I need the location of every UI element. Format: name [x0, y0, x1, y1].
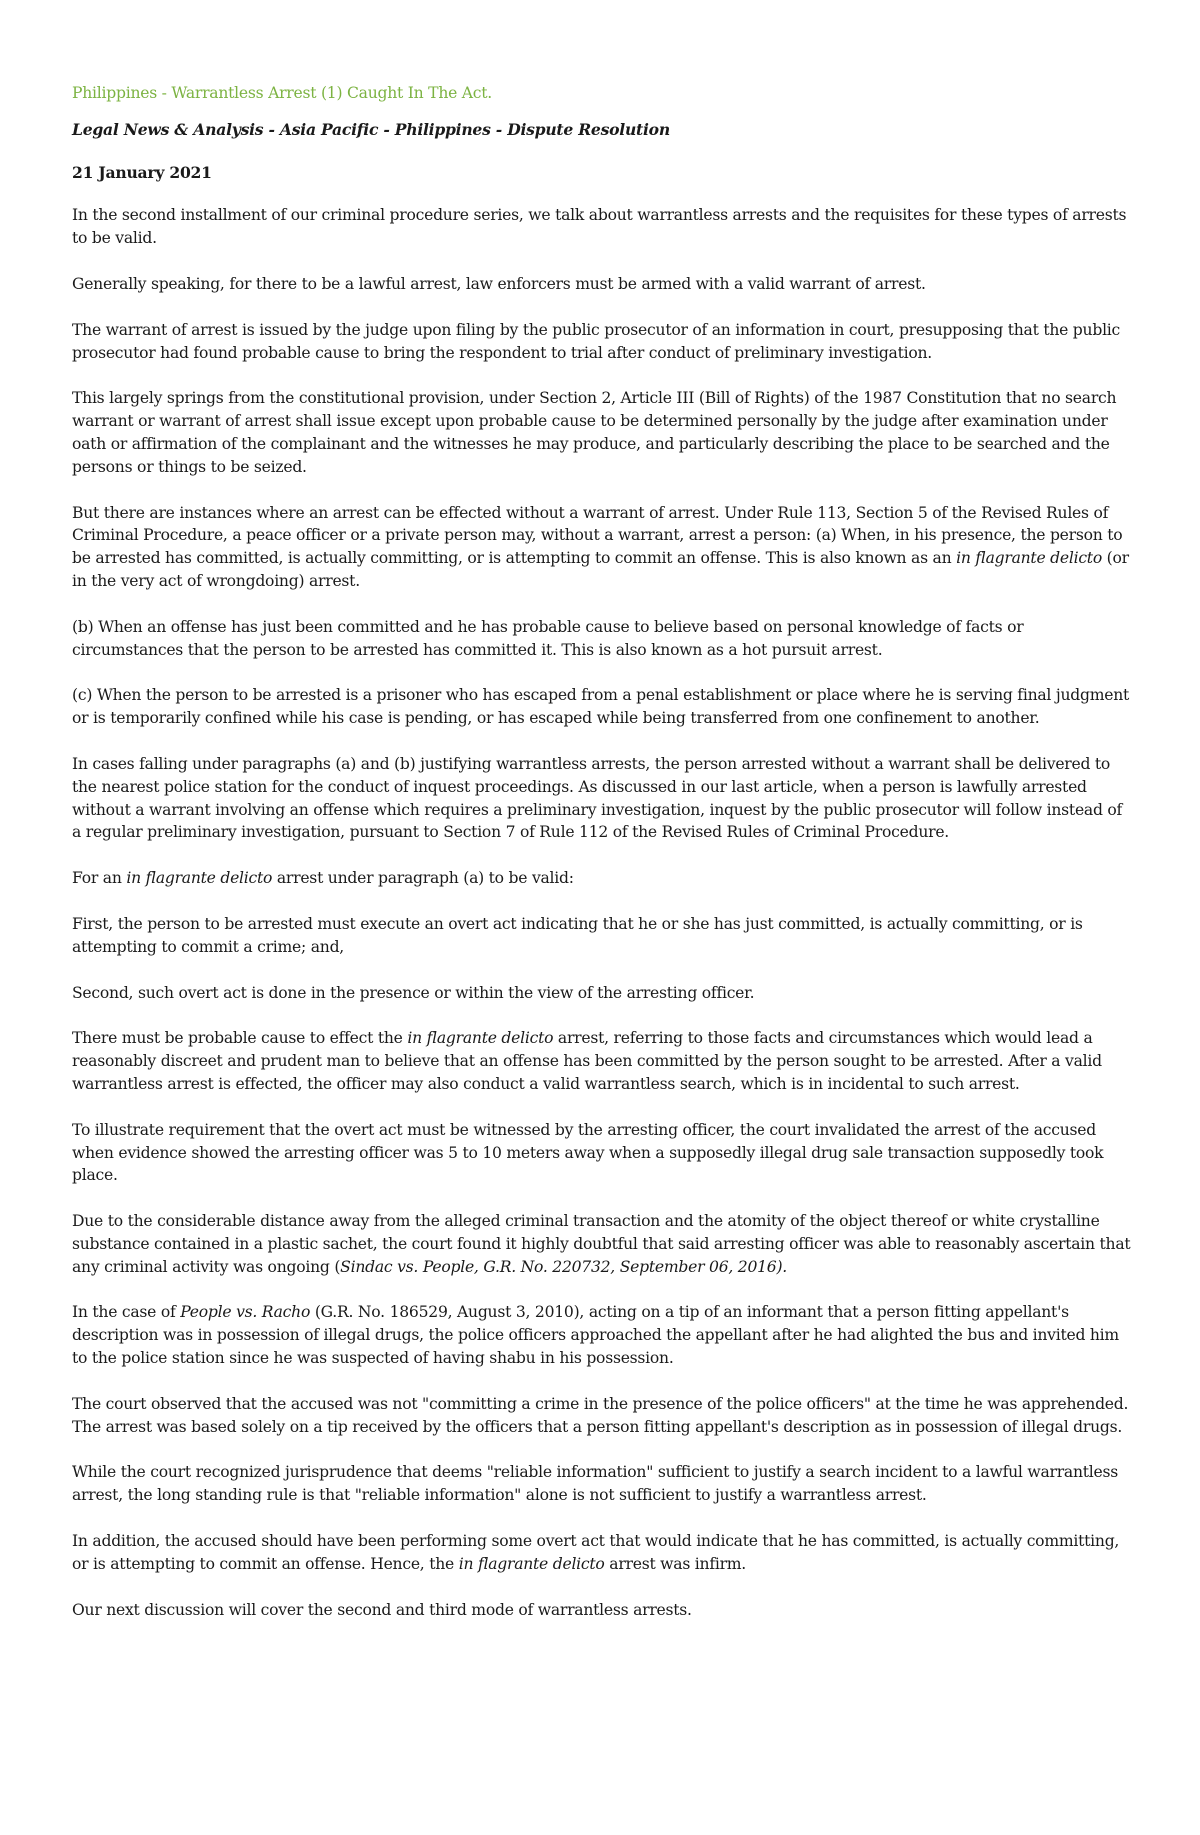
latin-term: in flagrante delicto: [126, 869, 273, 888]
paragraph-probable-cause: [72, 1027, 1134, 1095]
case-name: People vs. Racho: [180, 1303, 311, 1322]
paragraph-second-requisite: Second, such overt act is done in the presence or within the view of the arresting officer.: [72, 983, 755, 1002]
article-category-line: Legal News & Analysis - Asia Pacific - Philippines - Dispute Resolution: [72, 119, 670, 139]
paragraph-next-discussion: Our next discussion will cover the second and third mode of warrantless arrests.: [72, 1600, 692, 1619]
paragraph-requisites-intro: [72, 867, 1134, 890]
paragraph-constitutional-basis: This largely springs from the constitutional provision, under Section 2, Article III (Bill of Rights) of the 1987 Constitution that no search warrant or warrant of arrest shall issue except upon probable cause to be determined personally by the judge after examination under oath or affirmation of the complainant and the witnesses he may produce, and particularly describing the place to be searched and the persons or things to be seized.: [72, 389, 1117, 476]
paragraph-illustration: To illustrate requirement that the overt act must be witnessed by the arresting officer, the court invalidated the arrest of the accused when evidence showed the arresting officer was 5 to 10 meters away when a supposedly illegal drug sale transaction supposedly took place.: [72, 1120, 1104, 1185]
text-segment: In addition, the accused should have been performing some overt act that would indicate that he has committed, is actually committing, or is attempting to commit an offense. Hence, the: [72, 1532, 1120, 1573]
paragraph-reliable-information: While the court recognized jurisprudence that deems "reliable information" sufficient to justify a search incident to a lawful warrantless arrest, the long standing rule is that "reliable information" alone is not sufficient to justify a warrantless arrest.: [72, 1463, 1118, 1505]
article-page: [72, 82, 1134, 1644]
text-segment: Due to the considerable distance away from the alleged criminal transaction and the atomity of the object thereof or white crystalline substance contained in a plastic sachet, the court found it highly doubtful that said arresting officer was able to reasonably ascertain that any criminal activity was ongoing (: [72, 1212, 1131, 1276]
article-title[interactable]: Philippines - Warrantless Arrest (1) Caught In The Act.: [72, 84, 493, 102]
text-segment: But there are instances where an arrest can be effected without a warrant of arrest. Under Rule 113, Section 5 of the Revised Rules of Criminal Procedure, a peace officer or a private person may, without a warrant, arrest a person: (a) When, in his presence, the person to be arrested has committed, is actually committing, or is attempting to commit an offense. This is also known as an: [72, 503, 1123, 568]
latin-term: in flagrante delicto: [458, 1554, 605, 1573]
text-segment: arrest was infirm.: [604, 1554, 747, 1573]
paragraph-hot-pursuit: (b) When an offense has just been committed and he has probable cause to believe based on personal knowledge of facts or circumstances that the person to be arrested has committed it. This is also known as a hot pursuit arrest.: [72, 617, 1024, 659]
paragraph-overt-act: [72, 1530, 1134, 1576]
paragraph-racho-case: [72, 1301, 1134, 1369]
paragraph-rule-113: [72, 502, 1134, 593]
text-segment: (or in the very act of wrongdoing) arrest.: [72, 549, 1129, 590]
paragraph-escaped-prisoner: (c) When the person to be arrested is a prisoner who has escaped from a penal establishment or place where he is serving final judgment or is temporarily confined while his case is pending, or has escaped while being transferred from one confinement to another.: [72, 686, 1130, 728]
paragraph-warrant-issuance: The warrant of arrest is issued by the judge upon filing by the public prosecutor of an information in court, presupposing that the public prosecutor had found probable cause to bring the respondent to trial after conduct of preliminary investigation.: [72, 320, 1121, 362]
text-segment: arrest, referring to those facts and circumstances which would lead a reasonably discreet and prudent man to believe that an offense has been committed by the person sought to be arrested. After a valid warrantless arrest is effected, the officer may also conduct a valid warrantless search, which is in incidental to such arrest.: [72, 1029, 1102, 1093]
latin-term: in flagrante delicto: [956, 549, 1102, 568]
text-segment: For an: [72, 869, 127, 888]
case-citation: Sindac vs. People, G.R. No. 220732, September 06, 2016).: [340, 1257, 788, 1276]
text-segment: arrest under paragraph (a) to be valid:: [272, 869, 574, 888]
paragraph-intro: In the second installment of our criminal procedure series, we talk about warrantless arrests and the requisites for these types of arrests to be valid.: [72, 206, 1127, 248]
latin-term: in flagrante delicto: [407, 1029, 554, 1048]
paragraph-sindac-case: [72, 1210, 1134, 1278]
paragraph-inquest: In cases falling under paragraphs (a) and (b) justifying warrantless arrests, the person arrested without a warrant shall be delivered to the nearest police station for the conduct of inquest proceedings. As discussed in our last article, when a person is lawfully arrested without a warrant involving an offense which requires a preliminary investigation, inquest by the public prosecutor will follow instead of a regular preliminary investigation, pursuant to Section 7 of Rule 112 of the Revised Rules of Criminal Procedure.: [72, 754, 1123, 842]
paragraph-general-rule: Generally speaking, for there to be a lawful arrest, law enforcers must be armed with a valid warrant of arrest.: [72, 274, 926, 293]
article-date: 21 January 2021: [72, 162, 212, 182]
paragraph-court-observation: The court observed that the accused was not "committing a crime in the presence of the police officers" at the time he was apprehended. The arrest was based solely on a tip received by the officers that a person fitting appellant's description as in possession of illegal drugs.: [72, 1394, 1129, 1436]
text-segment: (G.R. No. 186529, August 3, 2010), acting on a tip of an informant that a person fitting appellant's description was in possession of illegal drugs, the police officers approached the appellant after he had alighted the bus and invited him to the police station since he was suspected of having shabu in his possession.: [72, 1303, 1119, 1368]
text-segment: In the case of: [72, 1303, 181, 1322]
paragraph-first-requisite: First, the person to be arrested must execute an overt act indicating that he or she has just committed, is actually committing, or is attempting to commit a crime; and,: [72, 914, 1083, 956]
text-segment: There must be probable cause to effect the: [72, 1029, 408, 1048]
